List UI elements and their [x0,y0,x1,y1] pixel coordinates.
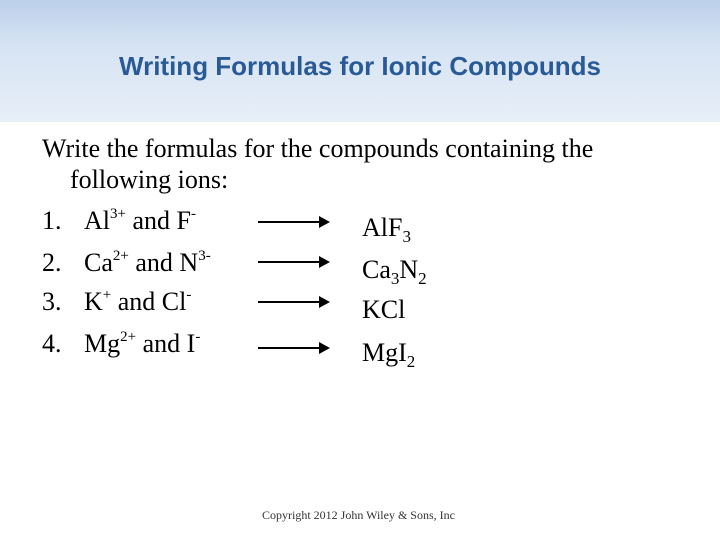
anion-charge: - [195,329,201,345]
formula-subscript: 3 [390,269,400,288]
cation-charge: 2+ [112,248,129,264]
intro-line-2: following ions: [70,165,229,194]
anion: N [179,248,199,277]
anion: Cl [161,287,187,316]
formula-subscript: 2 [418,269,427,288]
item-number: 2. [42,248,62,277]
formula-part: N [399,255,419,284]
cation: Al [84,206,110,235]
formula-subscript: 3 [402,227,411,246]
anion-charge: - [190,206,196,222]
item-number: 1. [42,206,62,235]
anion-charge: 3- [198,248,211,264]
arrow-right-icon [258,256,330,268]
anion: F [176,206,191,235]
cation: Ca [84,248,113,277]
arrow-right-icon [258,216,330,228]
list-item-1 [42,206,196,236]
list-item-4 [42,329,200,359]
cation-charge: + [102,287,112,303]
anion: I [186,329,196,358]
list-item-2 [42,248,211,278]
list-item-3 [42,287,191,317]
intro-line-1: Write the formulas for the compounds containing the [42,134,594,163]
cation-charge: 2+ [120,329,137,345]
answer-2 [362,255,427,288]
conjunction: and [125,206,177,235]
arrow-right-icon [258,342,330,354]
cation: Mg [84,329,121,358]
arrow-right-icon [258,296,330,308]
item-number: 4. [42,329,62,358]
answer-3 [362,295,405,325]
slide-title: Writing Formulas for Ionic Compounds [119,51,601,81]
conjunction: and [128,248,180,277]
formula-part: MgI [362,338,407,367]
formula-subscript: 2 [406,352,416,371]
cation-charge: 3+ [110,206,126,222]
formula-part: AlF [362,213,403,242]
formula-part: KCl [362,295,406,324]
answer-1 [362,213,411,246]
conjunction: and [136,329,187,358]
copyright-notice: Copyright 2012 John Wiley & Sons, Inc [262,508,455,522]
formula-part: Ca [362,255,391,284]
answer-4 [362,338,416,371]
anion-charge: - [186,287,192,303]
conjunction: and [111,287,162,316]
cation: K [84,287,103,316]
item-number: 3. [42,287,62,316]
